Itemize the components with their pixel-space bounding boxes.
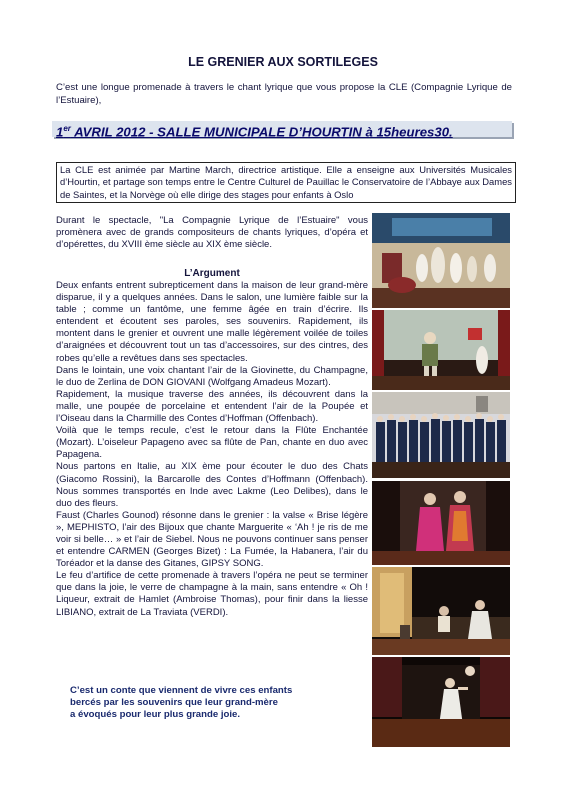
choir-scene-photo	[372, 392, 510, 478]
event-date	[56, 121, 453, 140]
faust-scene-photo	[372, 567, 510, 655]
salon-scene-photo	[372, 213, 510, 308]
intro-text: C’est une longue promenade à travers le chant lyrique que vous propose la CLE (Compagnie Lyrique de l’Estuaire),	[56, 82, 512, 106]
date-rest: AVRIL 2012 - SALLE MUNICIPALE D’HOURTIN à 15heures30.	[70, 124, 453, 140]
lakme-duo-scene-photo	[372, 481, 510, 565]
argument-body	[56, 280, 368, 619]
closing-line: bercés par les souvenirs que leur grand-mère	[70, 697, 278, 709]
paragraph: Nous partons en Italie, au XIX ème pour écouter le duo des Chats (Giacomo Rossini), la Barcarolle des Contes d’Hoffmann (Offenbach). Nous sommes transportés en Inde avec Lakme (Leo Delibes), dans le duo des fleurs.	[56, 461, 368, 509]
page-title: LE GRENIER AUX SORTILEGES	[188, 55, 378, 69]
argument-heading: L’Argument	[184, 268, 240, 279]
date-ordinal: er	[63, 124, 71, 133]
papageno-scene-photo	[372, 310, 510, 390]
paragraph: Rapidement, la musique traverse des années, ils découvrent dans la malle, une poupée de porcelaine et entendent l’air de la Poupée et l’Oiseau dans la Charmille des Contes d’Hoffman (Offenbach).	[56, 388, 368, 425]
paragraph: Voilà que le temps recule, c’est le retour dans la Flûte Enchantée (Mozart). L’oiseleur Papageno avec sa flûte de Pan, chante en duo avec Papagena.	[56, 425, 368, 461]
paragraph: Deux enfants entrent subrepticement dans la maison de leur grand-mère disparue, il y a quelques années. Dans le salon, une lumière faible sur la table ; comme un fantôme, une femme âgée en train d’écrire. Ils entendent et écoutent ses paroles, ses souvenirs. Rapidement, ils montent dans le grenier et ouvrent une malle légèrement voilée de toiles d’araignées et découvrent tout un tas d’accessoires, sur des cintres, des robes qu’elle a revêtues dans ses spectacles.	[56, 280, 368, 364]
spectacle-intro: Durant le spectacle, "La Compagnie Lyrique de l’Estuaire" vous promènera avec de grands compositeurs de chants lyriques, d’opéra et d’opérettes, du XVIII ème siècle au XIX ème siècle.	[56, 215, 368, 251]
closing-line: a évoqués pour leur plus grande joie.	[70, 709, 241, 721]
closing-line: C’est un conte que viennent de vivre ces enfants	[70, 685, 293, 696]
paragraph: Faust (Charles Gounod) résonne dans le grenier : la valse « Brise légère », MEPHISTO, l’air des Bijoux que chante Marguerite « ‘Ah ! je ris de me voir si belle… » et l’air de Siebel. Nous ne pouvons continuer sans penser et entendre CARMEN (Georges Bizet) : La Fumée, la Habanera, l’air du Toréador et la danse des Gitanes, GIPSY SONG.	[56, 509, 368, 570]
paragraph: Dans le lointain, une voix chantant l’air de la Giovinette, du Champagne, le duo de Zerlina de DON GIOVANI (Wolfgang Amadeus Mozart).	[56, 364, 368, 388]
date-day: 1	[56, 124, 64, 140]
date-banner	[52, 121, 512, 140]
company-info-box: La CLE est animée par Martine March, directrice artistique. Elle a enseigne aux Universités Musicales d’Hourtin, et partage son temps entre le Centre Culturel de Pauillac le Conservatoire de l’Abbaye aux Dames de Saintes, et la Norvège où elle dirige des stages pour enfants à Oslo	[56, 162, 516, 203]
closing-text	[70, 685, 360, 722]
final-dance-scene-photo	[372, 657, 510, 747]
paragraph: Le feu d’artifice de cette promenade à travers l’opéra ne peut se terminer que dans la joie, le verre de champagne à la main, sans entendre « Oh ! Liqueur, extrait de Hamlet (Ambroise Thomas), pour finir dans la liesse LIBIANO, extrait de La Traviata (VERDI).	[56, 570, 368, 618]
